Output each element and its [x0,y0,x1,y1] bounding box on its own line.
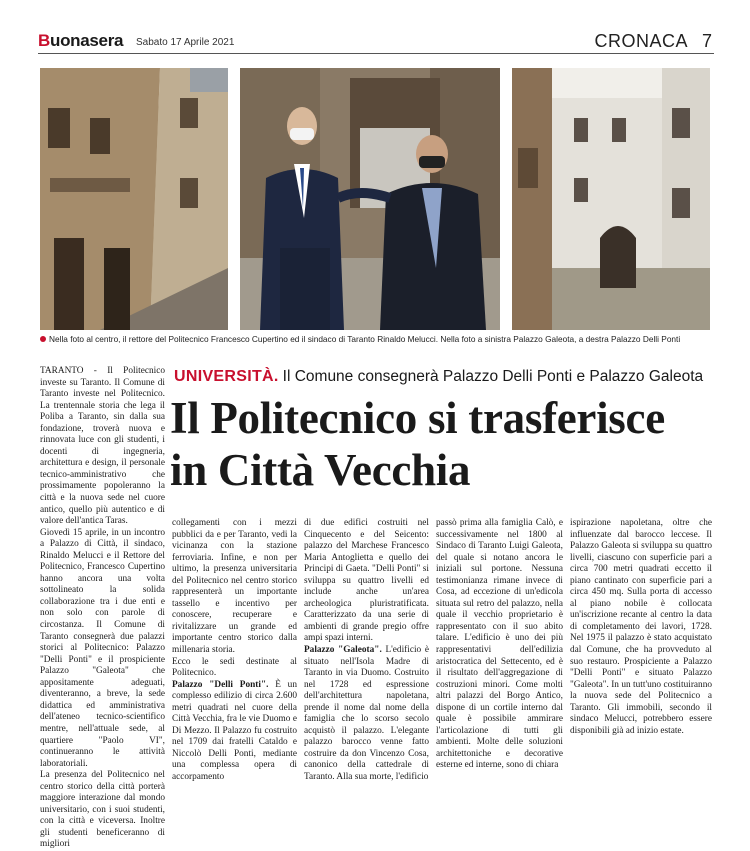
article-column-2 [172,518,297,783]
issue-date: Sabato 17 Aprile 2021 [136,37,235,48]
two-people-illustration [240,68,500,330]
red-dot-bullet-icon [40,336,46,342]
photo-caption: Nella foto al centro, il rettore del Politecnico Francesco Cupertino ed il sindaco di Taranto Rinaldo Melucci. Nella foto a sinistra Palazzo Galeota, a destra Palazzo Delli Ponti [40,334,712,344]
kicker-subtitle: Il Comune consegnerà Palazzo Delli Ponti e Palazzo Galeota [282,368,704,385]
section-name: CRONACA [594,31,688,51]
article-column-5 [570,518,712,736]
photo-palazzo-delli-ponti [512,68,710,330]
subheading-delli-ponti: Palazzo "Delli Ponti". [172,679,269,690]
paragraph: Palazzo "Delli Ponti". È un complesso edilizio di circa 2.600 metri quadrati nel cuore della Città Vecchia, fra le vie Duomo e Di Mezzo. Il Palazzo fu costruito nel 1709 dai fratelli Cataldo e Niccolò Delli Ponti, mediante una complessa opera di accorpamento [172,679,297,783]
photo-rettore-and-sindaco [240,68,500,330]
article-kicker [174,368,703,386]
courtyard-facade-illustration [512,68,710,330]
paragraph: passò prima alla famiglia Calò, e successivamente nel 1800 al Sindaco di Taranto Luigi Galeota, del quale si notano ancora le iniziali sul portone. Nessuna testimonianza rimane invece di Cosa, ad eccezione di un'edicola situata sul retro del palazzo, nella quale il vecchio proprietario è rappresentato con il suo abito talare. L'edificio è uno dei più rappresentativi dell'edilizia aristocratica del Settecento, ed è il risultato dell'aggregazione di costruzioni minori. Come molti altri palazzi del Borgo Antico, dispone di un cortile interno dal quale è possibile ammirare l'articolazione di tutti gli ambienti. Molte delle soluzioni architettoniche e decorative esterne ed interne, sono di chiara [436,518,563,771]
page-number: 7 [701,31,712,51]
paragraph: TARANTO - Il Politecnico investe su Taranto. Il Comune di Taranto investe nel Politecnico. La trentennale storia che lega il Poliba a Taranto, sin dalla sua fondazione, troverà nuova e rinnovata luce con gli studenti, i docenti di ingegneria, architettura e design, il personale tecnico-amministrativo che prossimamente popoleranno la città e la nuova sede nel cuore antico, quello più autentico e di valore dell'antica Taras. [40,366,165,527]
article-column-4 [436,518,563,771]
article-headline: Il Politecnico si trasferisce in Città Vecchia [170,393,665,495]
street-building-illustration [40,68,228,330]
kicker-label: UNIVERSITÀ. [174,368,279,385]
article-column-1 [40,366,165,850]
paragraph: Palazzo "Galeota". L'edificio è situato nell'Isola Madre di Taranto in via Duomo. Costruito nel 1728 ed espressione dell'architettura napoletana, prende il nome dal nome della famiglia che lo scorso secolo acquistò il palazzo. L'elegante palazzo barocco venne fatto costruire da don Vincenzo Cosa, canonico della cattedrale di Taranto. Alla sua morte, l'edificio [304,645,430,783]
paragraph: Ecco le sedi destinate al Politecnico. [172,656,297,679]
photo-palazzo-galeota [40,68,228,330]
newspaper-logo: Buonasera [38,31,124,50]
paragraph: Giovedì 15 aprile, in un incontro a Palazzo di Città, il sindaco, Rinaldo Melucci e il Rettore del Politecnico, Francesco Cupertino hanno ancora una volta sottolineato la solida collaborazione tra i due enti e non solo con parole di circostanza. Il Comune di Taranto consegnerà due palazzi storici al Politecnico: Palazzo "Delli Ponti" e il prospiciente Palazzo "Galeota" che appositamente adeguati, diventeranno, a breve, la sede didattica ed amministrativa dell'ateneo tecnico-scientifico mentre, nell'attuale sede, al quartiere "Paolo VI", continueranno le attività laboratoriali. [40,527,165,769]
subheading-galeota: Palazzo "Galeota". [304,645,382,656]
paragraph: collegamenti con i mezzi pubblici da e per Taranto, vedi la vicinanza con la stazione ferroviaria. Infine, e non per ultimo, la presenza universitaria del Politecnico nel centro storico rappresenterà un importante tassello e incentivo per conoscere, recuperare e rivitalizzare un grande ed importante centro storico dalla millenaria storia. [172,518,297,656]
article-column-3 [304,518,430,783]
paragraph: di due edifici costruiti nel Cinquecento e del Seicento: palazzo del Marchese Francesco Maria Antoglietta e quello dei Principi di Gaeta. "Delli Ponti" si sviluppa su quattro livelli ed include anche un'area archeologica pluristratificata. Caratterizzato da una serie di ambienti di grande pregio offre ampi spazi interni. [304,518,429,644]
paragraph: ispirazione napoletana, oltre che influenzate dal barocco leccese. Il Palazzo Galeota si sviluppa su quattro livelli, ciascuno con superficie pari a circa 700 metri quadrati eccetto il piano cantinato con superficie pari a circa 450 mq. Sulla porta di accesso al piano nobile è collocata un'iscrizione recante al centro la data di completamento dei lavori, 1728. Nel 1975 il palazzo è stato acquistato dal Comune, che ha provveduto al suo restauro. Prospiciente a Palazzo "Delli Ponti" e situato Palazzo "Galeota". In un tutt'uno costituiranno la nuova sede del Politecnico a Taranto. Gli immobili, secondo il sindaco Melucci, potrebbero essere disponibili già ad inizio estate. [570,518,712,736]
paragraph: La presenza del Politecnico nel centro storico della città porterà maggiore interazione dal mondo universitario, con i suoi studenti, con la città e viceversa. Inoltre gli studenti beneficeranno di migliori [40,770,165,850]
masthead [38,28,714,54]
